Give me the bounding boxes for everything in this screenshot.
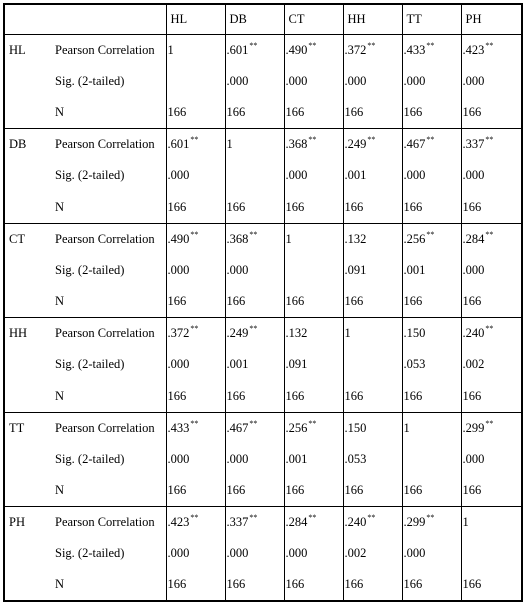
statistic-label: N [55, 483, 65, 497]
value-cell [461, 318, 522, 350]
correlation-value: .150 [344, 420, 367, 435]
significance-marker: ** [485, 418, 494, 428]
value-cell: .001 [225, 349, 284, 381]
column-header: HL [166, 4, 225, 34]
value-cell: .000 [225, 66, 284, 98]
value-cell: 166 [461, 97, 522, 129]
correlation-value: .337 [462, 137, 485, 151]
statistic-label: Pearson Correlation [47, 318, 166, 350]
value-cell: 166 [225, 286, 284, 318]
value-cell: .002 [343, 538, 402, 570]
significance-marker: ** [190, 135, 199, 144]
value-cell: 166 [225, 97, 284, 129]
significance-marker: ** [367, 135, 376, 144]
statistic-label: N [55, 388, 65, 403]
table-row [4, 538, 522, 570]
table-row [4, 286, 522, 318]
significance-marker: ** [485, 40, 494, 50]
value-cell: .000 [402, 160, 461, 192]
significance-marker: ** [308, 40, 317, 50]
value-cell: 166 [402, 570, 461, 602]
value-cell: 166 [225, 192, 284, 224]
value-cell: 166 [225, 570, 284, 602]
value-cell: 166 [402, 381, 461, 413]
value-cell: .000 [461, 160, 522, 192]
value-cell [343, 318, 402, 350]
value-cell [343, 34, 402, 66]
correlation-value: .490 [285, 42, 308, 57]
statistic-label: Pearson Correlation [47, 34, 166, 66]
value-cell: 166 [461, 570, 522, 602]
variable-label [4, 381, 47, 413]
value-cell [225, 412, 284, 444]
value-cell: 166 [225, 381, 284, 413]
value-cell [284, 129, 343, 161]
value-cell: 166 [284, 570, 343, 602]
correlation-value: .299 [462, 420, 485, 435]
value-cell: 166 [225, 475, 284, 507]
significance-marker: ** [485, 135, 494, 144]
value-cell [402, 318, 461, 350]
significance-marker: ** [308, 513, 317, 522]
correlation-value: .249 [226, 326, 249, 340]
value-cell [166, 34, 225, 66]
corner-cell [47, 4, 166, 34]
value-cell: 166 [166, 97, 225, 129]
value-cell: .000 [461, 255, 522, 287]
value-cell: 166 [284, 97, 343, 129]
value-cell: 166 [284, 475, 343, 507]
variable-label [4, 160, 47, 192]
table-row [4, 381, 522, 413]
table-row [4, 97, 522, 129]
value-cell: 166 [166, 286, 225, 318]
variable-label [4, 97, 47, 129]
correlation-value: .490 [167, 231, 190, 246]
correlation-value: 1 [226, 137, 233, 151]
value-cell: 166 [402, 475, 461, 507]
statistic-label: N [55, 199, 65, 214]
value-cell: 166 [343, 192, 402, 224]
variable-label [4, 538, 47, 570]
value-cell: 166 [402, 286, 461, 318]
variable-label [4, 286, 47, 318]
value-cell: 166 [284, 286, 343, 318]
significance-marker: ** [190, 229, 199, 239]
value-cell: 166 [343, 475, 402, 507]
statistic-label: Pearson Correlation [47, 223, 166, 255]
statistic-label: Pearson Correlation [47, 412, 166, 444]
value-cell: .000 [402, 538, 461, 570]
correlation-value: .601 [167, 137, 190, 151]
table-row [4, 570, 522, 602]
table-row [4, 66, 522, 98]
value-cell [343, 129, 402, 161]
value-cell [284, 318, 343, 350]
statistic-label: Sig. (2-tailed) [55, 262, 125, 277]
correlation-value: 1 [403, 420, 410, 435]
correlation-value: .423 [462, 42, 485, 57]
significance-marker: ** [367, 513, 376, 522]
statistic-label: Pearson Correlation [47, 507, 166, 539]
value-cell: 166 [166, 192, 225, 224]
value-cell [166, 66, 225, 98]
correlation-value: .467 [403, 137, 426, 151]
correlation-value: .368 [226, 231, 249, 246]
value-cell [461, 34, 522, 66]
correlation-value: .256 [285, 420, 308, 435]
variable-label [4, 192, 47, 224]
value-cell: 166 [166, 475, 225, 507]
value-cell: .000 [166, 255, 225, 287]
value-cell: 166 [343, 381, 402, 413]
value-cell [284, 34, 343, 66]
statistic-label: N [47, 570, 166, 602]
correlation-value: .368 [285, 137, 308, 151]
value-cell [343, 349, 402, 381]
correlation-value: .132 [344, 231, 367, 246]
value-cell [284, 412, 343, 444]
significance-marker: ** [249, 324, 258, 333]
value-cell [166, 223, 225, 255]
value-cell [225, 34, 284, 66]
value-cell [166, 507, 225, 539]
significance-marker: ** [485, 229, 494, 239]
value-cell: .000 [166, 349, 225, 381]
value-cell: .002 [461, 349, 522, 381]
correlation-value: .601 [226, 42, 249, 57]
statistic-label: Pearson Correlation [47, 129, 166, 161]
value-cell: 166 [461, 286, 522, 318]
value-cell: 166 [343, 286, 402, 318]
value-cell [402, 129, 461, 161]
value-cell [284, 223, 343, 255]
value-cell [284, 507, 343, 539]
significance-marker: ** [426, 40, 435, 50]
correlation-value: .240 [344, 515, 367, 529]
value-cell: .053 [402, 349, 461, 381]
variable-label [4, 570, 47, 602]
value-cell [343, 223, 402, 255]
correlation-value: .423 [167, 515, 190, 529]
correlation-value: .372 [344, 42, 367, 57]
header-row [4, 4, 522, 34]
correlation-value: .240 [462, 326, 485, 340]
statistic-label: Sig. (2-tailed) [55, 451, 125, 466]
value-cell: 166 [461, 192, 522, 224]
value-cell: .053 [343, 444, 402, 476]
value-cell: 166 [166, 381, 225, 413]
significance-marker: ** [190, 324, 199, 333]
table-row [4, 444, 522, 476]
value-cell [343, 507, 402, 539]
correlation-value: .284 [285, 515, 308, 529]
correlation-value: 1 [462, 515, 469, 529]
statistic-label: Sig. (2-tailed) [55, 73, 125, 88]
value-cell [225, 129, 284, 161]
value-cell: .001 [343, 160, 402, 192]
value-cell [225, 318, 284, 350]
value-cell [461, 412, 522, 444]
table-row [4, 318, 522, 350]
significance-marker: ** [485, 324, 494, 333]
statistic-label: N [55, 294, 65, 308]
significance-marker: ** [308, 418, 317, 428]
correlation-value: .132 [285, 326, 308, 340]
value-cell [284, 255, 343, 287]
value-cell: .000 [284, 538, 343, 570]
variable-label: HH [4, 318, 47, 350]
value-cell: 166 [343, 570, 402, 602]
variable-label [4, 475, 47, 507]
value-cell [166, 412, 225, 444]
correlation-value: .467 [226, 420, 249, 435]
significance-marker: ** [249, 513, 258, 522]
variable-label [4, 255, 47, 287]
table-row [4, 507, 522, 539]
value-cell [343, 412, 402, 444]
table-row [4, 475, 522, 507]
value-cell: 166 [461, 381, 522, 413]
variable-label [4, 444, 47, 476]
value-cell: 166 [402, 192, 461, 224]
value-cell: .000 [284, 66, 343, 98]
variable-label: PH [4, 507, 47, 539]
correlation-value: .249 [344, 137, 367, 151]
value-cell: .000 [343, 66, 402, 98]
correlation-value: .433 [403, 42, 426, 57]
statistic-label: N [55, 105, 65, 119]
significance-marker: ** [190, 513, 199, 522]
correlation-value: 1 [285, 231, 292, 246]
corner-cell [4, 4, 47, 34]
correlation-value: .372 [167, 326, 190, 340]
value-cell [402, 507, 461, 539]
value-cell: .001 [284, 444, 343, 476]
table-row [4, 255, 522, 287]
value-cell [225, 223, 284, 255]
significance-marker: ** [308, 135, 317, 144]
significance-marker: ** [426, 135, 435, 144]
value-cell: .000 [225, 444, 284, 476]
variable-label: CT [4, 223, 47, 255]
value-cell [402, 412, 461, 444]
value-cell [225, 160, 284, 192]
correlation-value: .337 [226, 515, 249, 529]
variable-label: TT [4, 412, 47, 444]
value-cell [461, 223, 522, 255]
table-row [4, 192, 522, 224]
value-cell: 166 [284, 192, 343, 224]
variable-label [4, 66, 47, 98]
table-body [4, 34, 522, 601]
table-row [4, 160, 522, 192]
value-cell [166, 129, 225, 161]
table-row [4, 349, 522, 381]
value-cell: .000 [284, 160, 343, 192]
value-cell [461, 129, 522, 161]
value-cell: .000 [225, 538, 284, 570]
value-cell [461, 507, 522, 539]
value-cell [402, 223, 461, 255]
correlation-value: 1 [344, 326, 351, 340]
value-cell [461, 538, 522, 570]
value-cell [402, 444, 461, 476]
significance-marker: ** [249, 418, 258, 428]
value-cell: .000 [402, 66, 461, 98]
correlation-value: .150 [403, 326, 426, 340]
value-cell [225, 507, 284, 539]
value-cell: 166 [284, 381, 343, 413]
column-header: DB [225, 4, 284, 34]
value-cell [402, 34, 461, 66]
value-cell: 166 [343, 97, 402, 129]
correlation-value: 1 [167, 42, 174, 57]
table-row [4, 412, 522, 444]
value-cell: .000 [225, 255, 284, 287]
significance-marker: ** [249, 40, 258, 50]
column-header: PH [461, 4, 522, 34]
variable-label [4, 349, 47, 381]
table-row [4, 223, 522, 255]
significance-marker: ** [249, 229, 258, 239]
column-header: TT [402, 4, 461, 34]
value-cell: .000 [166, 160, 225, 192]
statistic-label: Sig. (2-tailed) [55, 357, 125, 372]
significance-marker: ** [426, 229, 435, 239]
value-cell: .091 [343, 255, 402, 287]
correlation-value: .299 [403, 515, 426, 529]
value-cell: .000 [461, 66, 522, 98]
correlation-value: .433 [167, 420, 190, 435]
table-row [4, 129, 522, 161]
statistic-label: Sig. (2-tailed) [55, 546, 125, 561]
variable-label: DB [4, 129, 47, 161]
value-cell: .000 [166, 444, 225, 476]
value-cell: 166 [402, 97, 461, 129]
correlation-value: .256 [403, 231, 426, 246]
significance-marker: ** [367, 40, 376, 50]
value-cell: .000 [166, 538, 225, 570]
value-cell: 166 [461, 475, 522, 507]
value-cell: .091 [284, 349, 343, 381]
significance-marker: ** [426, 513, 435, 522]
value-cell: 166 [166, 570, 225, 602]
statistic-label: Sig. (2-tailed) [55, 168, 125, 183]
column-header: CT [284, 4, 343, 34]
value-cell [166, 318, 225, 350]
value-cell: .000 [461, 444, 522, 476]
value-cell: .001 [402, 255, 461, 287]
correlation-table [3, 3, 523, 602]
significance-marker: ** [190, 418, 199, 428]
correlation-value: .284 [462, 231, 485, 246]
column-header: HH [343, 4, 402, 34]
table-row [4, 34, 522, 66]
variable-label: HL [4, 34, 47, 66]
